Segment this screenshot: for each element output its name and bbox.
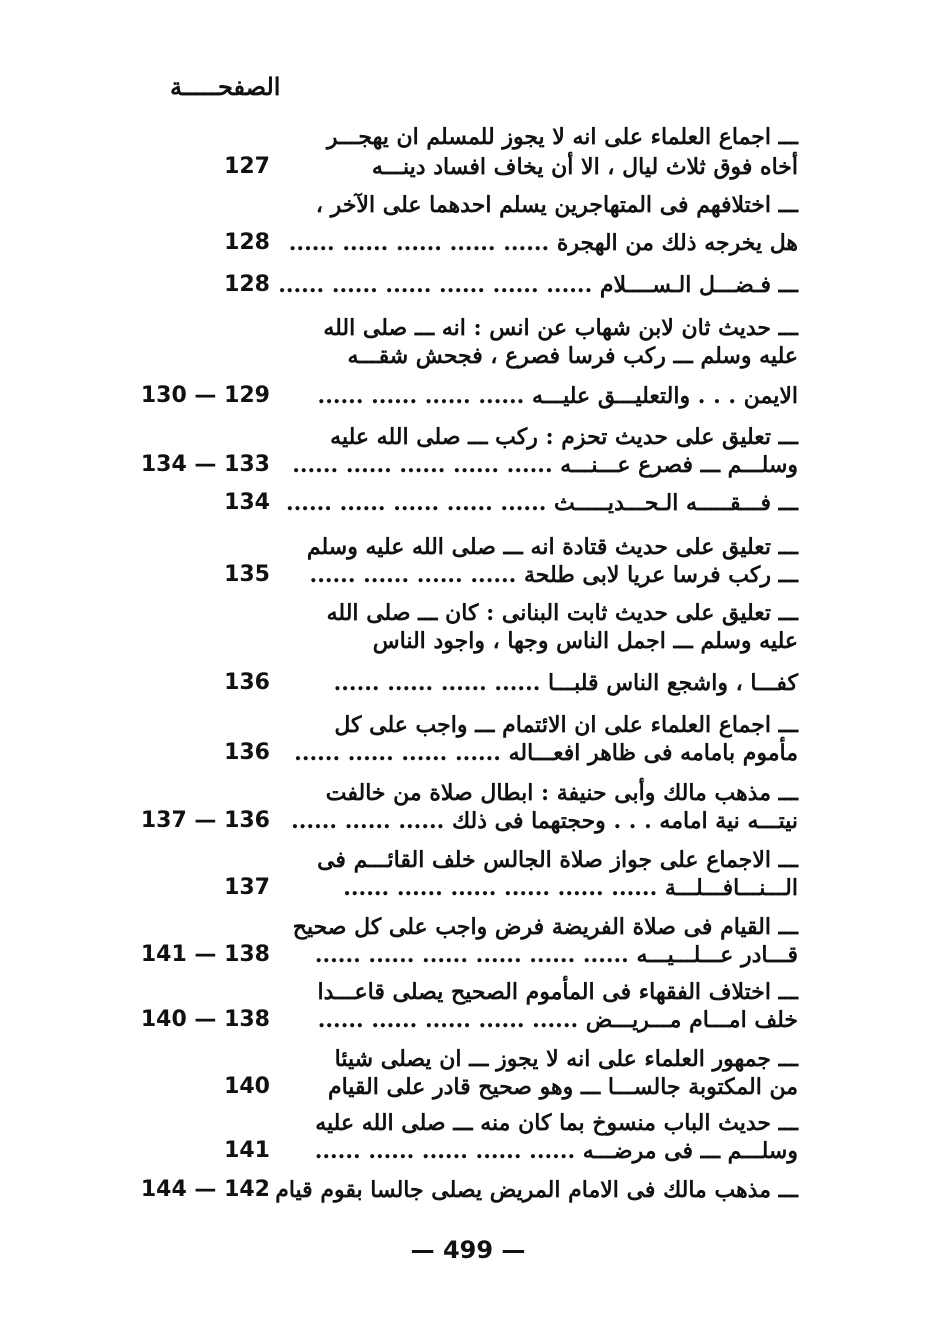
- entry-line: كفـــا ، واشجع الناس قلبـــا ...... ...... ...... ......: [333, 670, 798, 696]
- entry-line: ـــ جمهور العلماء على انه لا يجوز ـــ ان يصلى شيئا: [334, 1046, 798, 1072]
- toc-entry: [130, 190, 800, 260]
- page-number: 140: [224, 1074, 270, 1099]
- toc-entry: [130, 122, 800, 182]
- toc-entry: [130, 912, 800, 972]
- page-number: 140 — 138: [140, 1007, 270, 1032]
- page-number: 136: [224, 670, 270, 695]
- toc-entry: [130, 977, 800, 1037]
- toc-entry: [130, 1175, 800, 1205]
- entry-line: أخاه فوق ثلاث ليال ، الا أن يخاف افساد دينـــه: [371, 154, 798, 180]
- page-number: 141: [224, 1138, 270, 1163]
- entry-line: ـــ القيام فى صلاة الفريضة فرض واجب على كل صحيح: [292, 914, 798, 940]
- page-number: 137 — 136: [140, 808, 270, 833]
- entry-line: ـــ اجماع العلماء على ان الائتمام ـــ واجب على كل: [334, 712, 798, 738]
- entry-line: ـــ فـــقـــــه الـحـــديـــــث ...... ...... ...... ...... ......: [285, 490, 798, 516]
- page-number: 134 — 133: [140, 452, 270, 477]
- page-number: 134: [224, 490, 270, 515]
- entry-line: ـــ تعليق على حديث ثابت البنانى : كان ـــ صلى الله: [326, 600, 798, 626]
- page-number: 144 — 142: [140, 1177, 270, 1202]
- toc-entry: [130, 1044, 800, 1104]
- entry-line: هل يخرجه ذلك من الهجرة ...... ...... ...... ...... ......: [288, 230, 798, 256]
- page-column-header: الصفحـــــة: [170, 72, 281, 101]
- entry-line: ـــ فـضـــل الـســــلام ...... ...... ...... ...... ...... ......: [278, 272, 798, 298]
- entry-line: ـــ مذهب مالك وأبى حنيفة : ابطال صلاة من خالفت: [325, 780, 798, 806]
- entry-line: ـــ الاجماع على جواز صلاة الجالس خلف القائـــم فى: [317, 847, 798, 873]
- page-number: 127: [224, 154, 270, 179]
- page-number: 130 — 129: [140, 383, 270, 408]
- entry-line: من المكتوبة جالســـا ـــ وهو صحيح قادر على القيام: [327, 1074, 798, 1100]
- toc-entry: [130, 422, 800, 482]
- page-number: 128: [224, 230, 270, 255]
- entry-line: ـــ تعليق على حديث قتادة انه ـــ صلى الله عليه وسلم: [306, 534, 798, 560]
- entry-line: ـــ مذهب مالك فى الامام المريض يصلى جالسا بقوم قيام: [275, 1177, 798, 1203]
- page-footer-number: — 499 —: [410, 1236, 526, 1264]
- toc-entry: [130, 598, 800, 698]
- entry-line: ـــ حديث ثان لابن شهاب عن انس : انه ـــ صلى الله: [323, 315, 798, 341]
- entry-line: ـــ اختلافهم فى المتهاجرين يسلم احدهما على الآخر ،: [315, 192, 798, 218]
- entry-line: عليه وسلم ـــ ركب فرسا فصرع ، فجحش شقـــه: [347, 343, 798, 369]
- toc-entry: [130, 710, 800, 770]
- entry-line: ـــ اختلاف الفقهاء فى المأموم الصحيح يصلى قاعـــدا: [317, 979, 798, 1005]
- page-number: 135: [224, 562, 270, 587]
- entry-line: ـــ حديث الباب منسوخ بما كان منه ـــ صلى الله عليه: [315, 1110, 798, 1136]
- entry-line: وسلـــم ـــ فى مرضـــه ...... ...... ...... ...... ......: [314, 1138, 798, 1164]
- page-number: 141 — 138: [140, 942, 270, 967]
- entry-line: ـــ ركب فرسا عريا لابى طلحة ...... ...... ...... ......: [309, 562, 798, 588]
- toc-entry: [130, 845, 800, 905]
- entry-line: الـــنـــافـــلـــة ...... ...... ...... ...... ...... ......: [343, 875, 798, 901]
- entry-line: خلف امـــام مـــريـــض ...... ...... ...... ...... ......: [317, 1007, 798, 1033]
- entry-line: الايمن . . . والتعليـــق عليـــه ...... ...... ...... ......: [317, 383, 798, 409]
- page-number: 128: [224, 272, 270, 297]
- toc-entry: [130, 270, 800, 300]
- entry-line: مأموم بامامه فى ظاهر افعـــاله ...... ...... ...... ......: [294, 740, 798, 766]
- toc-entry: [130, 778, 800, 838]
- page-number: 137: [224, 875, 270, 900]
- toc-entry: [130, 313, 800, 413]
- entry-line: عليه وسلم ـــ اجمل الناس وجها ، واجود الناس: [372, 628, 798, 654]
- toc-entry: [130, 488, 800, 518]
- entry-line: نيتـــه نية امامه . . . وحجتهما فى ذلك ...... ...... ......: [291, 808, 798, 834]
- entry-line: ـــ تعليق على حديث تحزم : ركب ـــ صلى الله عليه: [330, 424, 798, 450]
- entry-line: ـــ اجماع العلماء على انه لا يجوز للمسلم ان يهجـــر: [326, 124, 798, 150]
- entry-line: قـــادر عـــلـــيـــه ...... ...... ...... ...... ...... ......: [314, 942, 798, 968]
- toc-entry: [130, 1108, 800, 1168]
- toc-entry: [130, 532, 800, 592]
- page-number: 136: [224, 740, 270, 765]
- entry-line: وسلـــم ـــ فصرع عـــنـــه ...... ...... ...... ...... ......: [292, 452, 798, 478]
